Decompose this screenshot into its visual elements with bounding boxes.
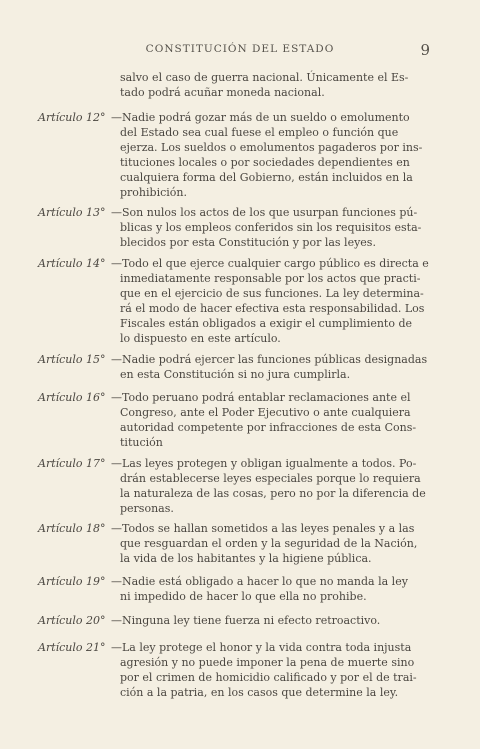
article-first-line: —Las leyes protegen y obligan igualmente a todos. Po- (111, 457, 417, 470)
article-19 (38, 574, 432, 604)
text-line: lo dispuesto en este artículo. (120, 332, 281, 345)
article-label: Artículo 20° (38, 614, 106, 627)
article-first-line: —Todos se hallan sometidos a las leyes penales y a las (111, 522, 415, 535)
article-label: Artículo 17° (38, 457, 106, 470)
text-line: blicas y los empleos conferidos sin los requisitos esta- (120, 221, 422, 234)
page-number: 9 (420, 41, 430, 59)
text-line: inmediatamente responsable por los actos que practi- (120, 272, 421, 285)
text-line: drán establecerse leyes especiales porque lo requiera (120, 472, 421, 485)
article-15 (38, 352, 432, 382)
page-header (0, 41, 480, 61)
article-21 (38, 640, 432, 700)
article-label: Artículo 21° (38, 641, 106, 654)
text-line: que resguardan el orden y la seguridad de la Nación, (120, 537, 418, 550)
text-line: del Estado sea cual fuese el empleo o función que (120, 126, 399, 139)
article-label: Artículo 12° (38, 111, 106, 124)
text-line: agresión y no puede imponer la pena de muerte sino (120, 656, 415, 669)
running-title: CONSTITUCIÓN DEL ESTADO (145, 43, 335, 55)
article-13 (38, 205, 432, 250)
text-line: ni impedido de hacer lo que ella no prohibe. (120, 590, 367, 603)
text-line: que en el ejercicio de sus funciones. La ley determina- (120, 287, 424, 300)
text-line: la naturaleza de las cosas, pero no por la diferencia de (120, 487, 426, 500)
text-line: tado podrá acuñar moneda nacional. (120, 86, 325, 99)
article-first-line: —Nadie está obligado a hacer lo que no manda la ley (111, 575, 408, 588)
text-line: cualquiera forma del Gobierno, están incluidos en la (120, 171, 413, 184)
text-line: prohibición. (120, 186, 187, 199)
article-14 (38, 256, 432, 346)
text-line: blecidos por esta Constitución y por las leyes. (120, 236, 376, 249)
text-line: personas. (120, 502, 174, 515)
article-first-line: —Nadie podrá gozar más de un sueldo o emolumento (111, 111, 410, 124)
article-first-line: —Ninguna ley tiene fuerza ni efecto retroactivo. (111, 614, 381, 627)
article-label: Artículo 13° (38, 206, 106, 219)
text-line: la vida de los habitantes y la higiene pública. (120, 552, 372, 565)
text-line: en esta Constitución si no jura cumplirla. (120, 368, 351, 381)
text-line: por el crimen de homicidio calificado y por el de trai- (120, 671, 417, 684)
article-first-line: —Todo peruano podrá entablar reclamaciones ante el (111, 391, 411, 404)
article-16 (38, 390, 432, 450)
article-label: Artículo 14° (38, 257, 106, 270)
text-line: ción a la patria, en los casos que determine la ley. (120, 686, 399, 699)
text-line: tituciones locales o por sociedades dependientes en (120, 156, 410, 169)
article-first-line: —Son nulos los actos de los que usurpan funciones pú- (111, 206, 418, 219)
intro-paragraph (120, 70, 432, 100)
text-line: titución (120, 436, 163, 449)
text-line: rá el modo de hacer efectiva esta responsabilidad. Los (120, 302, 425, 315)
text-line: salvo el caso de guerra nacional. Únicamente el Es- (120, 71, 409, 84)
article-label: Artículo 15° (38, 353, 106, 366)
text-line: ejerza. Los sueldos o emolumentos pagaderos por ins- (120, 141, 423, 154)
article-label: Artículo 16° (38, 391, 106, 404)
article-first-line: —Todo el que ejerce cualquier cargo público es directa e (111, 257, 429, 270)
article-label: Artículo 18° (38, 522, 106, 535)
article-label: Artículo 19° (38, 575, 106, 588)
article-18 (38, 521, 432, 566)
text-line: Fiscales están obligados a exigir el cumplimiento de (120, 317, 413, 330)
article-20 (38, 613, 432, 628)
article-first-line: —Nadie podrá ejercer las funciones públicas designadas (111, 353, 428, 366)
article-17 (38, 456, 432, 516)
text-line: autoridad competente por infracciones de esta Cons- (120, 421, 417, 434)
text-line: Congreso, ante el Poder Ejecutivo o ante cualquiera (120, 406, 411, 419)
article-12 (38, 110, 432, 200)
article-first-line: —La ley protege el honor y la vida contra toda injusta (111, 641, 412, 654)
